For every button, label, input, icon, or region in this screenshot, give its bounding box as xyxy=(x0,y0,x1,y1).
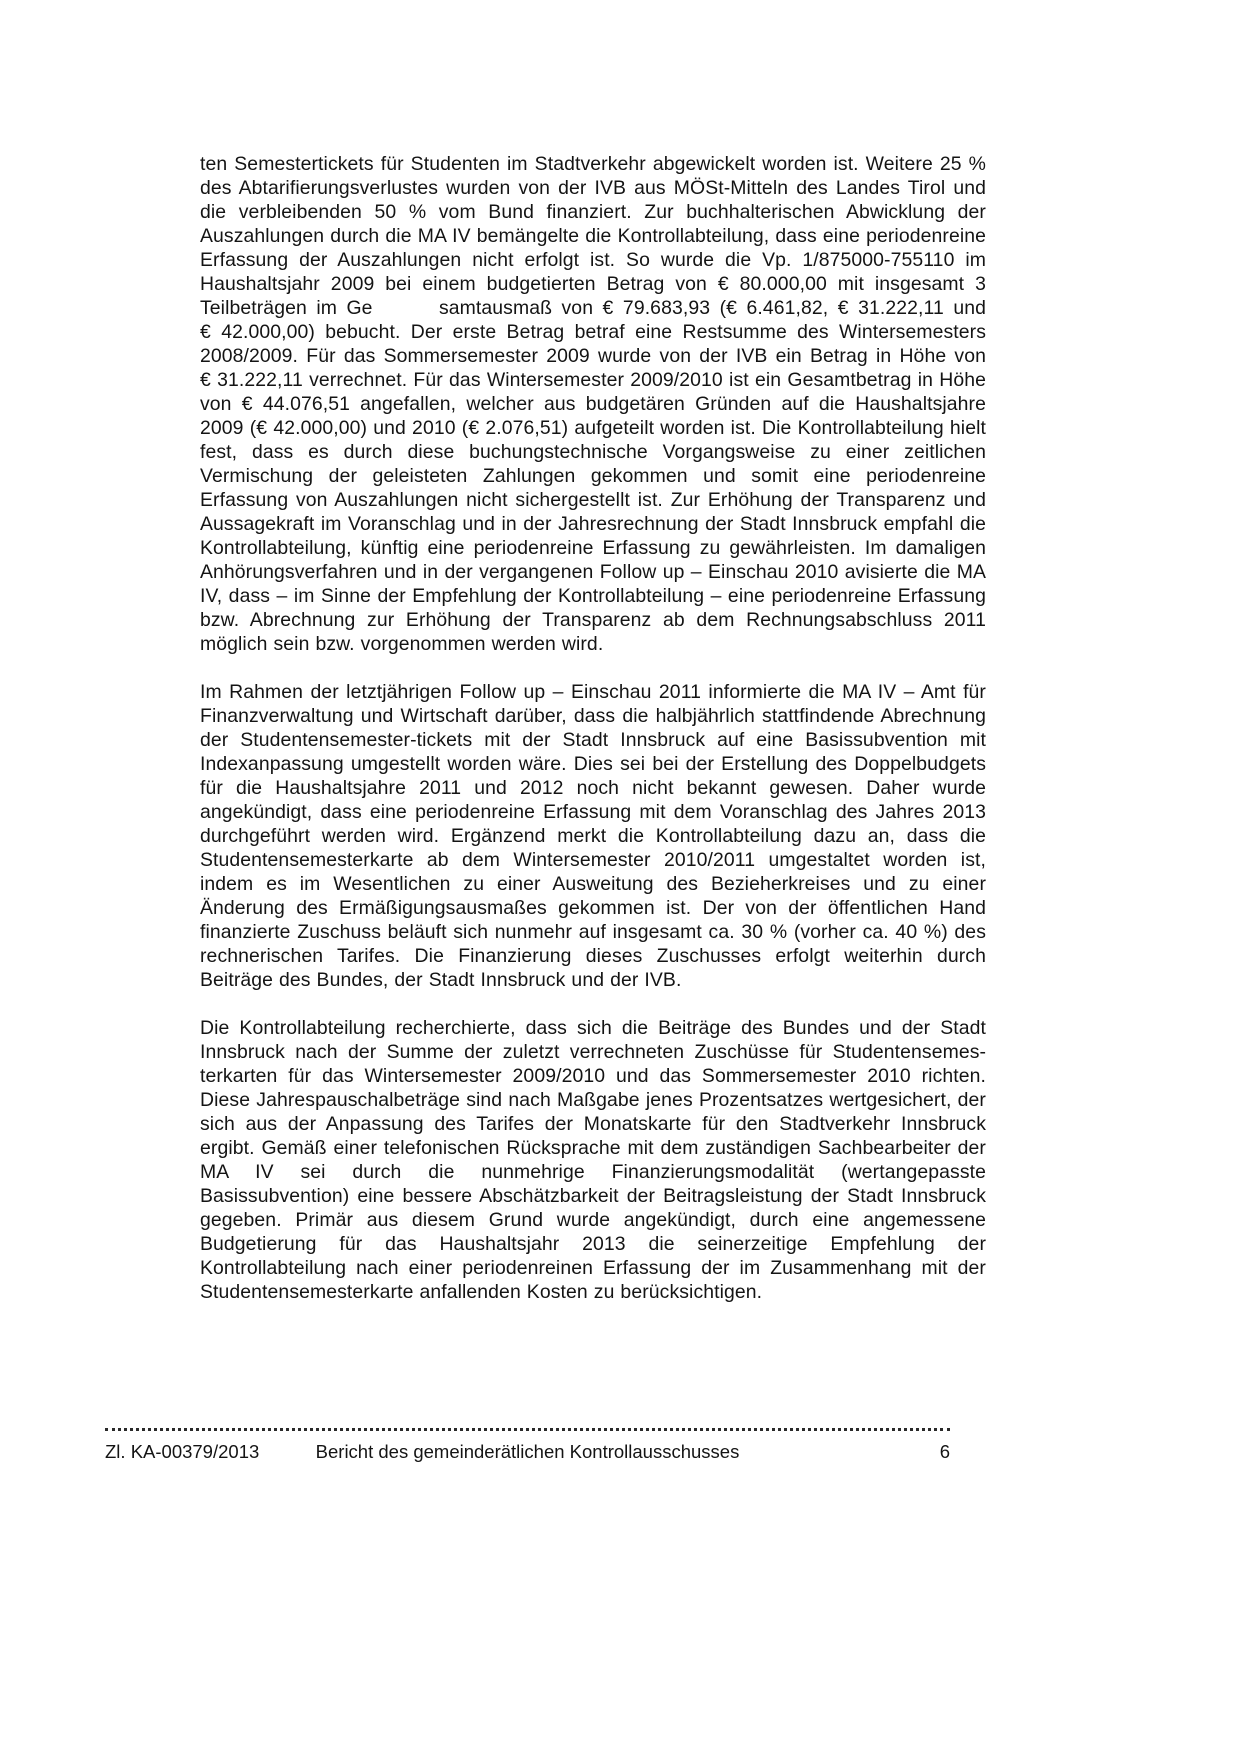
footer xyxy=(105,1428,950,1464)
paragraph-3: Die Kontrollabteilung recherchierte, dass sich die Beiträge des Bundes und der Stadt Innsbruck nach der Summe der zuletzt verrechneten Zuschüsse für Studentensemesterkarten für das Wintersemester 2009/2010 und das Sommersemester 2010 richten. Diese Jahrespauschalbeträge sind nach Maßgabe jenes Prozentsatzes wertgesichert, der sich aus der Anpassung des Tarifes der Monatskarte für den Stadtverkehr Innsbruck ergibt. Gemäß einer telefonischen Rücksprache mit dem zuständigen Sachbearbeiter der MA IV sei durch die nunmehrige Finanzierungsmodalität (wertangepasste Basissubvention) eine bessere Abschätzbarkeit der Beitragsleistung der Stadt Innsbruck gegeben. Primär aus diesem Grund wurde angekündigt, durch eine angemessene Budgetierung für das Haushaltsjahr 2013 die seinerzeitige Empfehlung der Kontrollabteilung nach einer periodenreinen Erfassung der im Zusammenhang mit der Studentensemesterkarte anfallenden Kosten zu berücksichtigen. xyxy=(200,1017,986,1303)
paragraph-2: Im Rahmen der letztjährigen Follow up – Einschau 2011 informierte die MA IV – Amt für Finanzverwaltung und Wirtschaft darüber, dass die halbjährlich stattfindende Abrechnung der Studentensemester-tickets mit der Stadt Innsbruck auf eine Basissubvention mit Indexanpassung umgestellt worden wäre. Dies sei bei der Erstellung des Doppelbudgets für die Haushaltsjahre 2011 und 2012 noch nicht bekannt gewesen. Daher wurde angekündigt, dass eine periodenreine Erfassung mit dem Voranschlag des Jahres 2013 durchgeführt werden wird. Ergänzend merkt die Kontrollabteilung dazu an, dass die Studentensemesterkarte ab dem Wintersemester 2010/2011 umgestaltet worden ist, indem es im Wesentlichen zu einer Ausweitung des Bezieherkreises und zu einer Änderung des Ermäßigungsausmaßes gekommen ist. Der von der öffentlichen Hand finanzierte Zuschuss beläuft sich nunmehr auf insgesamt ca. 30 % (vorher ca. 40 %) des rechnerischen Tarifes. Die Finanzierung dieses Zuschusses erfolgt weiterhin durch Beiträge des Bundes, der Stadt Innsbruck und der IVB. xyxy=(200,681,986,991)
footer-divider xyxy=(105,1428,950,1431)
footer-page-number: 6 xyxy=(939,1441,950,1462)
footer-title: Bericht des gemeinderätlichen Kontrollausschusses xyxy=(315,1441,740,1462)
paragraph-1: ten Semestertickets für Studenten im Stadtverkehr abgewickelt worden ist. Weitere 25 % des Abtarifierungsverlustes wurden von der IVB aus MÖSt-Mitteln des Landes Tirol und die verbleibenden 50 % vom Bund finanziert. Zur buchhalterischen Abwicklung der Auszahlungen durch die MA IV bemängelte die Kontrollabteilung, dass eine periodenreine Erfassung der Auszahlungen nicht erfolgt ist. So wurde die Vp. 1/875000-755110 im Haushaltsjahr 2009 bei einem budgetierten Betrag von € 80.000,00 mit insgesamt 3 Teilbeträgen im Ge samtausmaß von € 79.683,93 (€ 6.461,82, € 31.222,11 und € 42.000,00) bebucht. Der erste Betrag betraf eine Restsumme des Wintersemesters 2008/2009. Für das Sommersemester 2009 wurde von der IVB ein Betrag in Höhe von € 31.222,11 verrechnet. Für das Wintersemester 2009/2010 ist ein Gesamtbetrag in Höhe von € 44.076,51 angefallen, welcher aus budgetären Gründen auf die Haushaltsjahre 2009 (€ 42.000,00) und 2010 (€ 2.076,51) aufgeteilt worden ist. Die Kontrollabteilung hielt fest, dass es durch diese buchungstechnische Vorgangsweise zu einer zeitlichen Vermischung der geleisteten Zahlungen gekommen und somit eine periodenreine Erfassung von Auszahlungen nicht sichergestellt ist. Zur Erhöhung der Transparenz und Aussagekraft im Voranschlag und in der Jahresrechnung der Stadt Innsbruck empfahl die Kontrollabteilung, künftig eine periodenreine Erfassung zu gewährleisten. Im damaligen Anhörungsverfahren und in der vergangenen Follow up – Einschau 2010 avisierte die MA IV, dass – im Sinne der Empfehlung der Kontrollabteilung – eine periodenreine Erfassung bzw. Abrechnung zur Erhöhung der Transparenz ab dem Rechnungsabschluss 2011 möglich sein bzw. vorgenommen werden wird. xyxy=(200,153,986,655)
footer-row xyxy=(105,1440,950,1464)
footer-reference: Zl. KA-00379/2013 xyxy=(105,1441,260,1462)
body-text xyxy=(200,152,986,1304)
